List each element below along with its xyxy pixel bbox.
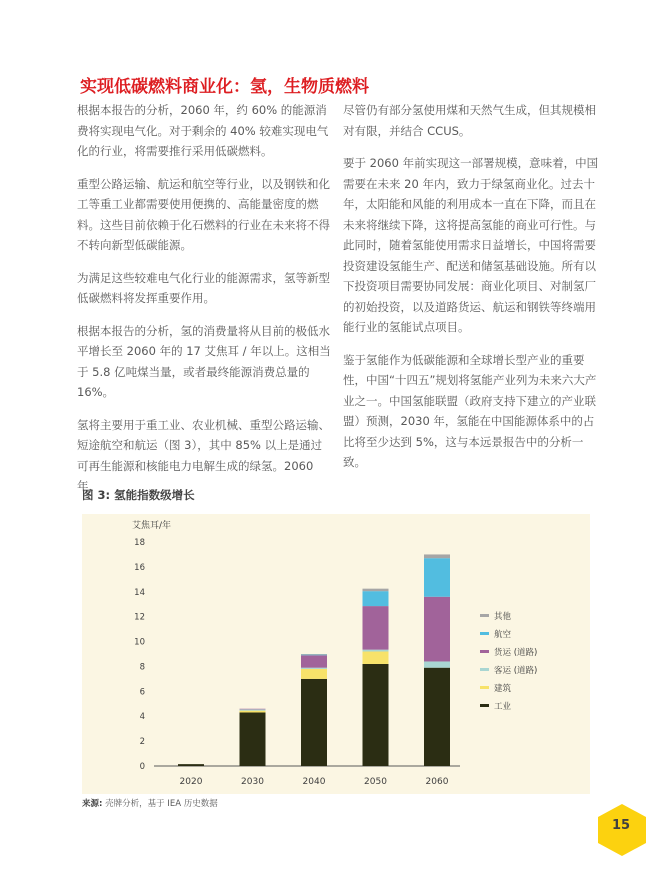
y-tick-label: 10 xyxy=(134,637,145,648)
source-label: 来源: xyxy=(82,799,103,809)
bar-segment xyxy=(240,709,266,710)
left-column xyxy=(77,100,333,509)
y-tick-label: 12 xyxy=(134,612,145,623)
bar-segment xyxy=(424,661,450,667)
legend-label: 其他 xyxy=(494,612,512,622)
bar-segment xyxy=(424,558,450,597)
x-tick-label: 2020 xyxy=(179,777,203,787)
paragraph: 要于 2060 年前实现这一部署规模，意味着，中国需要在未来 20 年内，致力于绿氢商业化。过去十年，太阳能和风能的利用成本一直在下降，而且在未来将继续下降，这将提高氢能的商业可行性。与此同时，随着氢能使用需求日益增长，中国将需要投资建设氢能生产、配送和储氢基础设施。所有以下投资项目需要协同发展：商业化项目、对制氢厂的初始投资，以及道路货运、航运和钢铁等终端用能行业的氢能试点项目。 xyxy=(343,156,599,334)
figure-title: 图 3: 氢能指数级增长 xyxy=(82,488,195,502)
chart-panel xyxy=(82,514,590,794)
x-tick-label: 2030 xyxy=(241,777,264,787)
x-tick-label: 2050 xyxy=(364,777,387,787)
paragraph: 为满足这些较难电气化行业的能源需求，氢等新型低碳燃料将发挥重要作用。 xyxy=(77,270,330,305)
page-heading: 实现低碳燃料商业化：氢，生物质燃料 xyxy=(80,77,369,97)
page-number: 15 xyxy=(611,818,631,833)
bar-segment xyxy=(240,709,266,710)
bar-segment xyxy=(301,655,327,656)
bar-segment xyxy=(240,711,266,713)
bar-segment xyxy=(363,652,389,664)
legend-label: 客运 (道路) xyxy=(494,666,538,676)
paragraph: 重型公路运输、航运和航空等行业，以及钢铁和化工等重工业都需要使用便携的、高能量密度的燃料。这些目前依赖于化石燃料的行业在未来将不得不转向新型低碳能源。 xyxy=(77,176,330,252)
bar-segment xyxy=(363,664,389,766)
bar-segment xyxy=(301,679,327,766)
paragraph: 鉴于氢能作为低碳能源和全球增长型产业的重要性，中国“十四五”规划将氢能产业列为未来六大产业之一。中国氢能联盟（政府支持下建立的产业联盟）预测，2030 年，氢能在中国能源体系中的占比将至少达到 5%，这与本远景报告中的分析一致。 xyxy=(343,352,597,469)
y-axis-label: 艾焦耳/年 xyxy=(132,521,172,531)
source-note xyxy=(82,797,218,809)
x-tick-label: 2060 xyxy=(425,777,449,787)
bar-segment xyxy=(301,654,327,655)
bar-segment xyxy=(301,669,327,679)
legend-label: 货运 (道路) xyxy=(494,648,538,658)
paragraph: 尽管仍有部分氢使用煤和天然气生成，但其规模相对有限，并结合 CCUS。 xyxy=(343,103,596,138)
y-tick-label: 0 xyxy=(139,762,145,772)
y-tick-label: 4 xyxy=(139,712,145,723)
hydrogen-growth-chart xyxy=(82,514,590,794)
legend-swatch xyxy=(480,650,489,653)
bar-segment xyxy=(424,597,450,662)
legend-label: 航空 xyxy=(494,630,512,640)
source-text: 壳牌分析，基于 IEA 历史数据 xyxy=(105,799,218,809)
legend-swatch xyxy=(480,668,489,671)
bar-segment xyxy=(363,650,389,652)
paragraph: 氢将主要用于重工业、农业机械、重型公路运输、短途航空和航运（图 3），其中 85% 以上是通过可再生能源和核能电力电解生成的绿氢。2060 年， xyxy=(77,417,330,493)
legend-swatch xyxy=(480,632,489,635)
x-tick-label: 2040 xyxy=(302,777,326,787)
legend-label: 建筑 xyxy=(494,684,512,694)
bar-segment xyxy=(363,589,389,591)
bar-segment xyxy=(301,668,327,669)
bar-segment xyxy=(178,764,204,766)
y-tick-label: 2 xyxy=(139,737,145,748)
legend-swatch xyxy=(480,704,489,707)
bar-segment xyxy=(363,591,389,606)
y-tick-label: 6 xyxy=(139,687,145,698)
right-column xyxy=(343,100,599,485)
y-tick-label: 8 xyxy=(139,662,145,673)
bar-segment xyxy=(424,668,450,766)
paragraph: 根据本报告的分析，氢的消费量将从目前的极低水平增长至 2060 年的 17 艾焦耳 / 年以上。这相当于 5.8 亿吨煤当量，或者最终能源消费总量的 16%。 xyxy=(77,323,331,399)
bar-segment xyxy=(240,712,266,766)
bar-segment xyxy=(301,655,327,667)
y-tick-label: 18 xyxy=(134,538,145,548)
bar-segment xyxy=(424,554,450,558)
y-tick-label: 16 xyxy=(134,562,145,573)
legend-swatch xyxy=(480,686,489,689)
y-tick-label: 14 xyxy=(134,587,145,598)
bar-segment xyxy=(363,606,389,650)
paragraph: 根据本报告的分析，2060 年，约 60% 的能源消费将实现电气化。对于剩余的 40% 较难实现电气化的行业，将需要推行采用低碳燃料。 xyxy=(77,103,329,158)
legend-label: 工业 xyxy=(494,702,512,712)
legend-swatch xyxy=(480,614,489,617)
